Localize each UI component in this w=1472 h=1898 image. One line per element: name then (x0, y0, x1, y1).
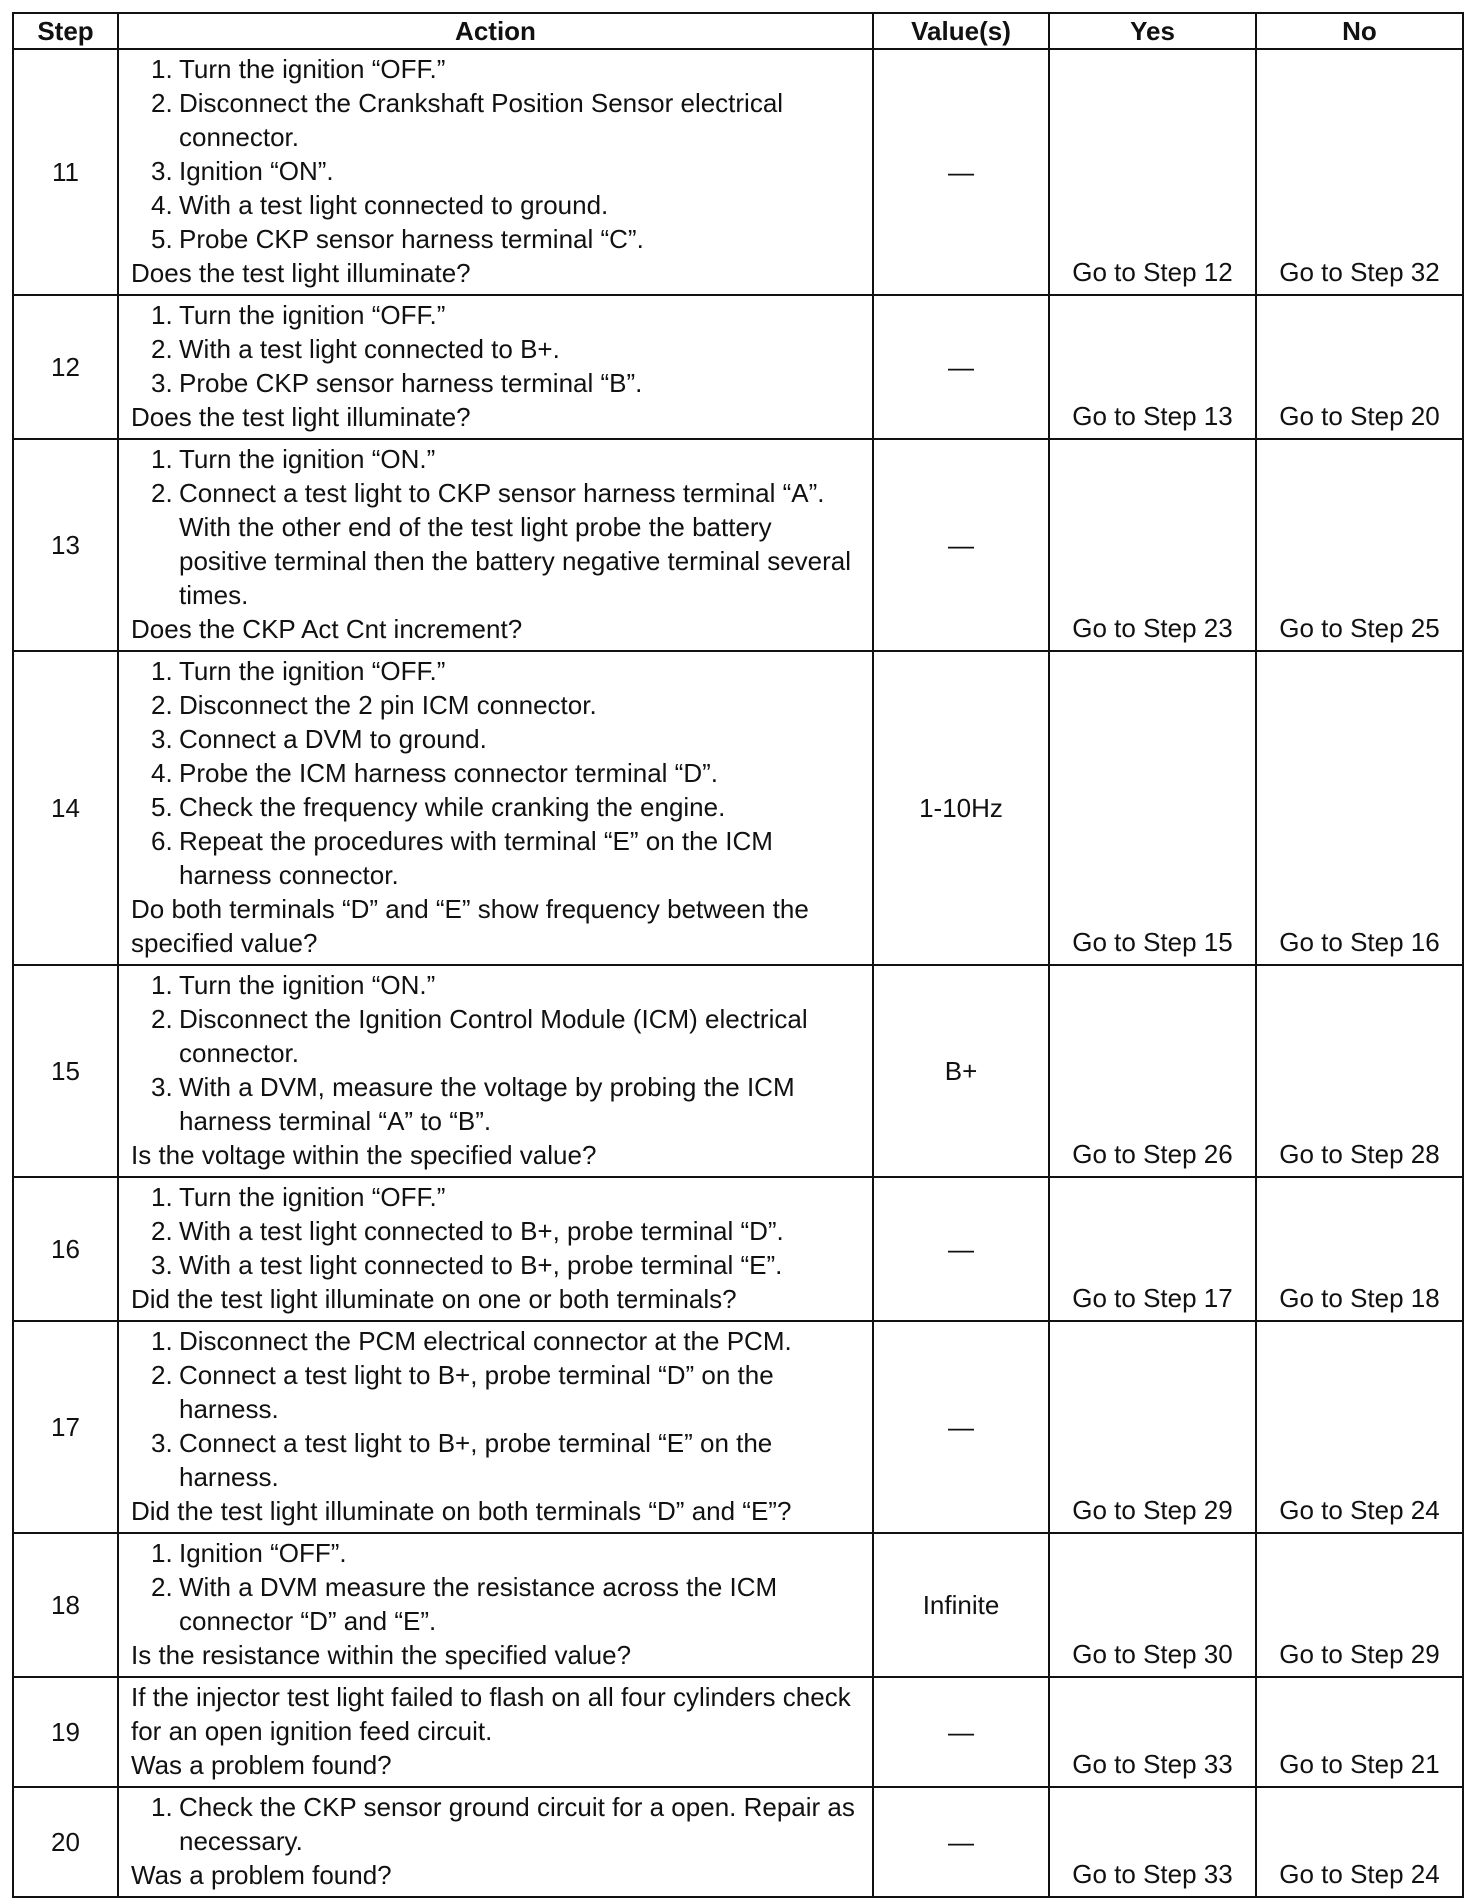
yes-cell: Go to Step 17 (1049, 1177, 1256, 1321)
action-cell (118, 49, 873, 295)
diagnostic-table (12, 12, 1464, 1898)
action-step-text: Connect a DVM to ground. (179, 724, 487, 754)
action-step-number: 5. (151, 224, 173, 254)
step-number: 14 (13, 651, 118, 965)
action-step (131, 1070, 866, 1138)
value-cell: — (873, 295, 1049, 439)
action-step (131, 298, 866, 332)
action-question: Does the CKP Act Cnt increment? (131, 614, 523, 644)
action-step-text: With a test light connected to B+, probe terminal “E”. (179, 1250, 783, 1280)
yes-cell: Go to Step 26 (1049, 965, 1256, 1177)
table-row (13, 1533, 1463, 1677)
action-step (131, 442, 866, 476)
action-step (131, 968, 866, 1002)
action-cell (118, 1177, 873, 1321)
action-step-text: Turn the ignition “ON.” (179, 444, 436, 474)
yes-cell: Go to Step 33 (1049, 1677, 1256, 1787)
action-step-text: Turn the ignition “OFF.” (179, 54, 446, 84)
action-step-number: 1. (151, 300, 173, 330)
header-values: Value(s) (873, 13, 1049, 49)
action-step-text: With a DVM measure the resistance across the ICM connector “D” and “E”. (179, 1572, 778, 1636)
action-lead-text: If the injector test light failed to flash on all four cylinders check for an open ignition feed circuit. (131, 1682, 851, 1746)
action-step-number: 2. (151, 334, 173, 364)
action-cell (118, 1787, 873, 1897)
action-step-text: Ignition “OFF”. (179, 1538, 347, 1568)
header-no: No (1256, 13, 1463, 49)
no-cell: Go to Step 28 (1256, 965, 1463, 1177)
action-step-number: 2. (151, 1216, 173, 1246)
action-steps-list (131, 1536, 866, 1638)
action-step (131, 1180, 866, 1214)
step-number: 20 (13, 1787, 118, 1897)
action-step-number: 3. (151, 724, 173, 754)
header-yes: Yes (1049, 13, 1256, 49)
value-cell: — (873, 1321, 1049, 1533)
action-step-number: 3. (151, 1072, 173, 1102)
action-question: Does the test light illuminate? (131, 258, 471, 288)
value-cell: — (873, 439, 1049, 651)
step-number: 17 (13, 1321, 118, 1533)
action-steps-list (131, 654, 866, 892)
value-cell: 1-10Hz (873, 651, 1049, 965)
action-step-text: Probe CKP sensor harness terminal “C”. (179, 224, 644, 254)
action-step-text: Connect a test light to CKP sensor harness terminal “A”. With the other end of the test light probe the battery positive terminal then the battery negative terminal several times. (179, 478, 852, 610)
action-step-number: 6. (151, 826, 173, 856)
action-step-text: With a DVM, measure the voltage by probing the ICM harness terminal “A” to “B”. (179, 1072, 795, 1136)
action-step (131, 654, 866, 688)
action-step-text: Turn the ignition “OFF.” (179, 656, 446, 686)
action-step (131, 790, 866, 824)
yes-cell: Go to Step 33 (1049, 1787, 1256, 1897)
header-action: Action (118, 13, 873, 49)
action-step (131, 1002, 866, 1070)
yes-cell: Go to Step 12 (1049, 49, 1256, 295)
action-step (131, 222, 866, 256)
action-step-number: 2. (151, 88, 173, 118)
table-row (13, 439, 1463, 651)
action-step-text: Disconnect the Ignition Control Module (ICM) electrical connector. (179, 1004, 808, 1068)
no-cell: Go to Step 25 (1256, 439, 1463, 651)
action-question: Was a problem found? (131, 1750, 392, 1780)
action-step-number: 3. (151, 1250, 173, 1280)
action-question: Do both terminals “D” and “E” show frequency between the specified value? (131, 894, 809, 958)
action-step-number: 2. (151, 1004, 173, 1034)
action-step-number: 1. (151, 444, 173, 474)
value-cell: — (873, 1177, 1049, 1321)
action-step-number: 3. (151, 368, 173, 398)
table-row (13, 965, 1463, 1177)
value-cell: B+ (873, 965, 1049, 1177)
action-step (131, 1324, 866, 1358)
action-step-number: 4. (151, 190, 173, 220)
action-step (131, 476, 866, 612)
action-step-text: Check the frequency while cranking the engine. (179, 792, 726, 822)
action-step-text: Ignition “ON”. (179, 156, 334, 186)
action-step (131, 1426, 866, 1494)
action-step-number: 1. (151, 970, 173, 1000)
action-step-number: 2. (151, 1572, 173, 1602)
action-step (131, 1536, 866, 1570)
action-step-number: 3. (151, 1428, 173, 1458)
header-row (13, 13, 1463, 49)
value-cell: — (873, 1677, 1049, 1787)
table-row (13, 651, 1463, 965)
action-step-number: 3. (151, 156, 173, 186)
action-step-text: Turn the ignition “OFF.” (179, 300, 446, 330)
no-cell: Go to Step 24 (1256, 1321, 1463, 1533)
action-steps-list (131, 442, 866, 612)
action-step (131, 1570, 866, 1638)
action-step-text: Disconnect the Crankshaft Position Sensor electrical connector. (179, 88, 784, 152)
action-step (131, 154, 866, 188)
step-number: 13 (13, 439, 118, 651)
action-question: Did the test light illuminate on both terminals “D” and “E”? (131, 1496, 792, 1526)
action-step-number: 1. (151, 1792, 173, 1822)
action-steps-list (131, 968, 866, 1138)
value-cell: — (873, 1787, 1049, 1897)
yes-cell: Go to Step 30 (1049, 1533, 1256, 1677)
action-step (131, 1248, 866, 1282)
table-row (13, 1787, 1463, 1897)
action-step-number: 2. (151, 1360, 173, 1390)
no-cell: Go to Step 24 (1256, 1787, 1463, 1897)
action-cell (118, 295, 873, 439)
action-step-text: With a test light connected to ground. (179, 190, 609, 220)
table-row (13, 1677, 1463, 1787)
action-question: Was a problem found? (131, 1860, 392, 1890)
action-step-text: Check the CKP sensor ground circuit for a open. Repair as necessary. (179, 1792, 855, 1856)
table-row (13, 1321, 1463, 1533)
action-step (131, 1790, 866, 1858)
action-cell (118, 1321, 873, 1533)
action-step (131, 52, 866, 86)
action-step (131, 188, 866, 222)
action-step-text: Connect a test light to B+, probe terminal “D” on the harness. (179, 1360, 774, 1424)
step-number: 12 (13, 295, 118, 439)
value-cell: — (873, 49, 1049, 295)
step-number: 15 (13, 965, 118, 1177)
action-steps-list (131, 1324, 866, 1494)
no-cell: Go to Step 16 (1256, 651, 1463, 965)
action-step-text: With a test light connected to B+. (179, 334, 560, 364)
action-step-text: Connect a test light to B+, probe terminal “E” on the harness. (179, 1428, 773, 1492)
table-row (13, 1177, 1463, 1321)
action-question: Does the test light illuminate? (131, 402, 471, 432)
no-cell: Go to Step 18 (1256, 1177, 1463, 1321)
action-steps-list (131, 1180, 866, 1282)
step-number: 18 (13, 1533, 118, 1677)
no-cell: Go to Step 29 (1256, 1533, 1463, 1677)
table-row (13, 49, 1463, 295)
yes-cell: Go to Step 29 (1049, 1321, 1256, 1533)
step-number: 19 (13, 1677, 118, 1787)
no-cell: Go to Step 21 (1256, 1677, 1463, 1787)
action-step-number: 1. (151, 656, 173, 686)
diagnostic-table-page (12, 12, 1462, 1898)
action-step-number: 1. (151, 1538, 173, 1568)
action-steps-list (131, 298, 866, 400)
action-step-number: 1. (151, 1326, 173, 1356)
action-cell (118, 965, 873, 1177)
action-step-text: Repeat the procedures with terminal “E” on the ICM harness connector. (179, 826, 773, 890)
value-cell: Infinite (873, 1533, 1049, 1677)
action-step (131, 366, 866, 400)
action-step-number: 4. (151, 758, 173, 788)
table-row (13, 295, 1463, 439)
action-step-text: Probe CKP sensor harness terminal “B”. (179, 368, 643, 398)
action-step-text: Disconnect the PCM electrical connector at the PCM. (179, 1326, 792, 1356)
action-step-number: 1. (151, 54, 173, 84)
action-step (131, 756, 866, 790)
action-step-number: 5. (151, 792, 173, 822)
action-step (131, 722, 866, 756)
table-body (13, 49, 1463, 1897)
action-step (131, 332, 866, 366)
no-cell: Go to Step 20 (1256, 295, 1463, 439)
action-step-text: Disconnect the 2 pin ICM connector. (179, 690, 597, 720)
action-step-number: 2. (151, 690, 173, 720)
action-question: Is the voltage within the specified value? (131, 1140, 597, 1170)
action-cell (118, 439, 873, 651)
yes-cell: Go to Step 23 (1049, 439, 1256, 651)
action-question: Did the test light illuminate on one or both terminals? (131, 1284, 737, 1314)
step-number: 16 (13, 1177, 118, 1321)
action-steps-list (131, 1790, 866, 1858)
action-step-number: 2. (151, 478, 173, 508)
action-step (131, 1358, 866, 1426)
action-step-text: With a test light connected to B+, probe terminal “D”. (179, 1216, 784, 1246)
action-step-text: Probe the ICM harness connector terminal “D”. (179, 758, 718, 788)
action-cell (118, 651, 873, 965)
action-steps-list (131, 52, 866, 256)
action-step (131, 688, 866, 722)
yes-cell: Go to Step 13 (1049, 295, 1256, 439)
header-step: Step (13, 13, 118, 49)
action-question: Is the resistance within the specified value? (131, 1640, 632, 1670)
action-step-text: Turn the ignition “ON.” (179, 970, 436, 1000)
action-cell (118, 1533, 873, 1677)
action-step (131, 86, 866, 154)
action-step (131, 824, 866, 892)
no-cell: Go to Step 32 (1256, 49, 1463, 295)
action-step-number: 1. (151, 1182, 173, 1212)
action-step (131, 1214, 866, 1248)
action-cell (118, 1677, 873, 1787)
step-number: 11 (13, 49, 118, 295)
action-step-text: Turn the ignition “OFF.” (179, 1182, 446, 1212)
yes-cell: Go to Step 15 (1049, 651, 1256, 965)
